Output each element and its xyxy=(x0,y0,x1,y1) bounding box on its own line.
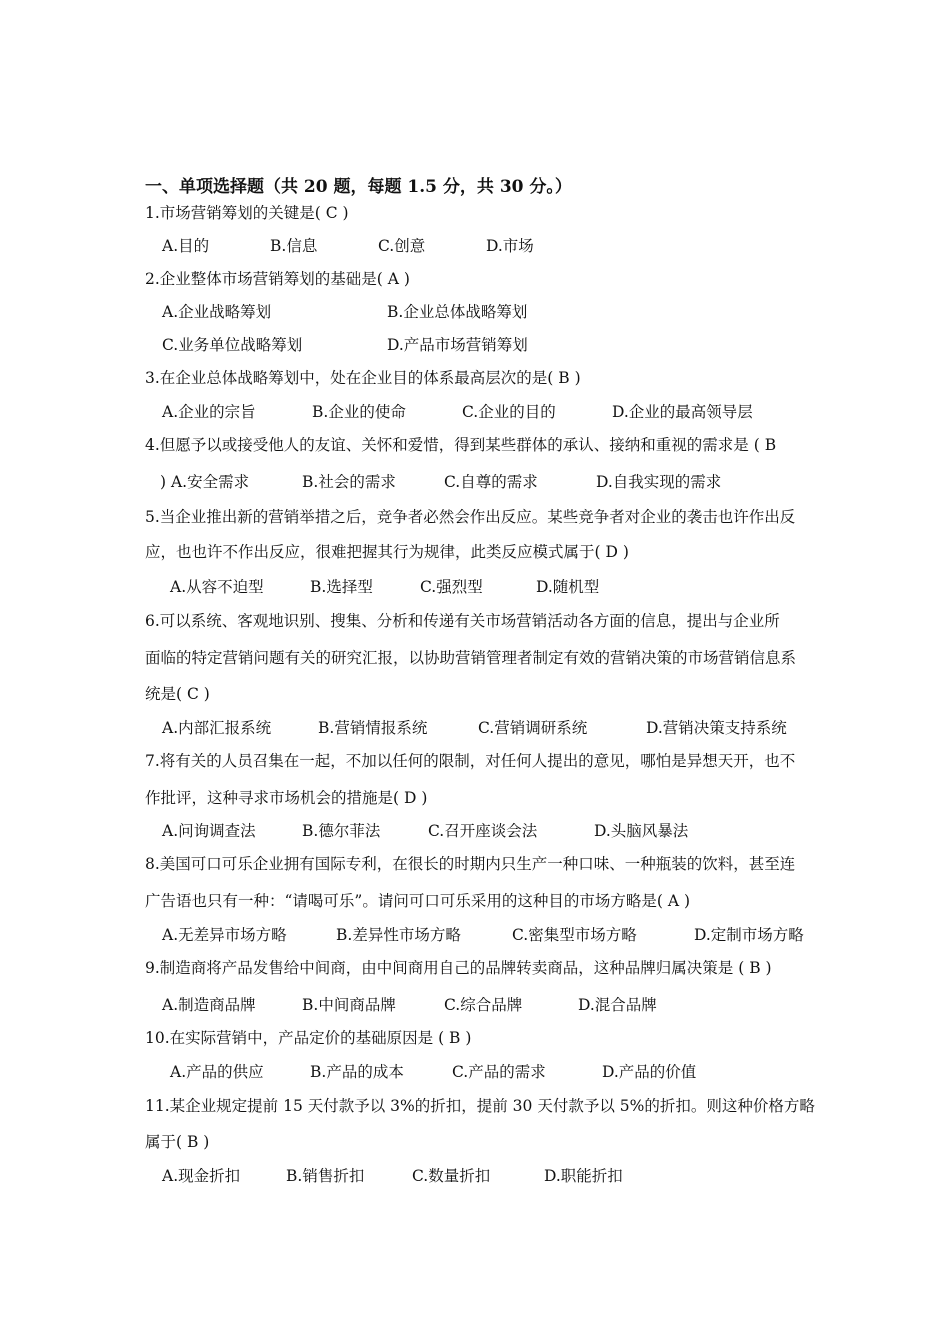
q2-option-d: D.产品市场营销筹划 xyxy=(387,336,528,354)
q11-option-a: A.现金折扣 xyxy=(162,1167,241,1185)
q11-option-b: B.销售折扣 xyxy=(286,1167,365,1185)
section-title: 一、单项选择题（共 20 题，每题 1.5 分，共 30 分。） xyxy=(145,177,572,197)
q2-option-b: B.企业总体战略筹划 xyxy=(387,303,528,321)
q6-option-d: D.营销决策支持系统 xyxy=(646,719,787,737)
question-6-line-2: 面临的特定营销问题有关的研究汇报，以协助营销管理者制定有效的营销决策的市场营销信息系 xyxy=(145,649,797,667)
question-1-line-1: 1.市场营销筹划的关键是( C ) xyxy=(145,204,349,222)
question-10-line-1: 10.在实际营销中，产品定价的基础原因是 ( B ) xyxy=(145,1029,472,1047)
q9-option-a: A.制造商品牌 xyxy=(162,996,256,1014)
q8-option-c: C.密集型市场方略 xyxy=(512,926,637,944)
q9-option-b: B.中间商品牌 xyxy=(302,996,396,1014)
q3-option-b: B.企业的使命 xyxy=(312,403,406,421)
q4-option-b: B.社会的需求 xyxy=(302,473,396,491)
q1-option-c: C.创意 xyxy=(378,237,426,255)
q2-option-a: A.企业战略筹划 xyxy=(162,303,272,321)
q11-option-d: D.职能折扣 xyxy=(544,1167,623,1185)
question-8-line-1: 8.美国可口可乐企业拥有国际专利，在很长的时期内只生产一种口味、一种瓶装的饮料，甚至连 xyxy=(145,855,796,873)
question-3-line-1: 3.在企业总体战略筹划中，处在企业目的体系最高层次的是( B ) xyxy=(145,369,581,387)
q10-option-c: C.产品的需求 xyxy=(452,1063,546,1081)
question-7-line-2: 作批评，这种寻求市场机会的措施是( D ) xyxy=(145,789,428,807)
q3-option-c: C.企业的目的 xyxy=(462,403,556,421)
q11-option-c: C.数量折扣 xyxy=(412,1167,491,1185)
q6-option-b: B.营销情报系统 xyxy=(318,719,428,737)
question-9-line-1: 9.制造商将产品发售给中间商，由中间商用自己的品牌转卖商品，这种品牌归属决策是 ( B ) xyxy=(145,959,772,977)
q5-option-d: D.随机型 xyxy=(536,578,600,596)
q9-option-c: C.综合品牌 xyxy=(444,996,523,1014)
q10-option-a: A.产品的供应 xyxy=(170,1063,264,1081)
q1-option-b: B.信息 xyxy=(270,237,318,255)
q4-option-d: D.自我实现的需求 xyxy=(596,473,722,491)
question-6-line-3: 统是( C ) xyxy=(145,685,210,703)
q8-option-d: D.定制市场方略 xyxy=(694,926,804,944)
question-11-line-1: 11.某企业规定提前 15 天付款予以 3%的折扣，提前 30 天付款予以 5%的折扣。则这种价格方略 xyxy=(145,1097,815,1115)
q4-option-c: C.自尊的需求 xyxy=(444,473,538,491)
q5-option-a: A.从容不迫型 xyxy=(170,578,264,596)
q5-option-c: C.强烈型 xyxy=(420,578,483,596)
question-11-line-2: 属于( B ) xyxy=(145,1133,210,1151)
q1-option-a: A.目的 xyxy=(162,237,210,255)
q4-option-a: ) A.安全需求 xyxy=(160,473,250,491)
question-5-line-2: 应，也也许不作出反应，很难把握其行为规律，此类反应模式属于( D ) xyxy=(145,543,629,561)
q10-option-d: D.产品的价值 xyxy=(602,1063,697,1081)
q7-option-b: B.德尔菲法 xyxy=(302,822,381,840)
q7-option-d: D.头脑风暴法 xyxy=(594,822,689,840)
q10-option-b: B.产品的成本 xyxy=(310,1063,404,1081)
question-7-line-1: 7.将有关的人员召集在一起，不加以任何的限制，对任何人提出的意见，哪怕是异想天开，也不 xyxy=(145,752,796,770)
q7-option-c: C.召开座谈会法 xyxy=(428,822,538,840)
q3-option-a: A.企业的宗旨 xyxy=(162,403,256,421)
q2-option-c: C.业务单位战略筹划 xyxy=(162,336,303,354)
q9-option-d: D.混合品牌 xyxy=(578,996,657,1014)
question-2-line-1: 2.企业整体市场营销筹划的基础是( A ) xyxy=(145,270,410,288)
q6-option-a: A.内部汇报系统 xyxy=(162,719,272,737)
q8-option-a: A.无差异市场方略 xyxy=(162,926,287,944)
question-8-line-2: 广告语也只有一种：“请喝可乐”。请问可口可乐采用的这种目的市场方略是( A ) xyxy=(145,892,690,910)
q3-option-d: D.企业的最高领导层 xyxy=(612,403,753,421)
q6-option-c: C.营销调研系统 xyxy=(478,719,588,737)
q1-option-d: D.市场 xyxy=(486,237,534,255)
question-5-line-1: 5.当企业推出新的营销举措之后，竞争者必然会作出反应。某些竞争者对企业的袭击也许作出反 xyxy=(145,508,796,526)
question-6-line-1: 6.可以系统、客观地识别、搜集、分析和传递有关市场营销活动各方面的信息，提出与企业所 xyxy=(145,612,780,630)
question-4-line-1: 4.但愿予以或接受他人的友谊、关怀和爱惜，得到某些群体的承认、接纳和重视的需求是 ( B xyxy=(145,436,777,454)
q8-option-b: B.差异性市场方略 xyxy=(336,926,461,944)
q7-option-a: A.问询调查法 xyxy=(162,822,256,840)
q5-option-b: B.选择型 xyxy=(310,578,373,596)
